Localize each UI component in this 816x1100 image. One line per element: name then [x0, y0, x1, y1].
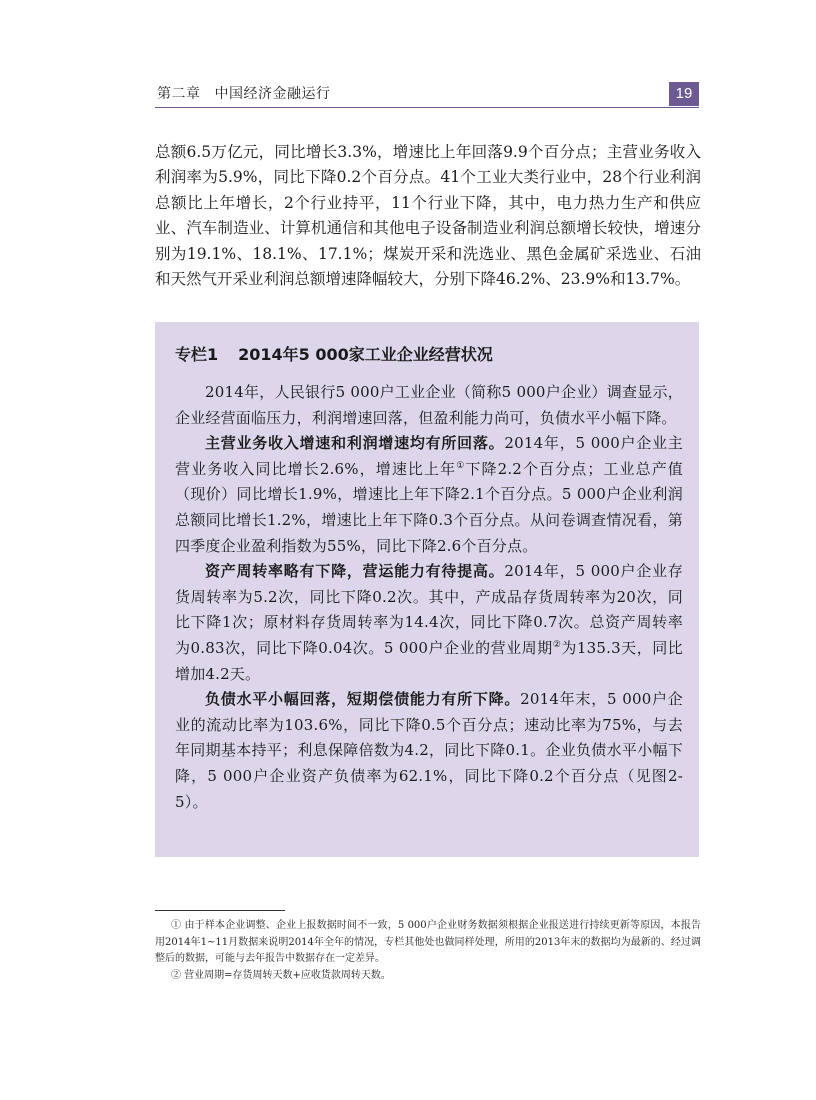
box-label: 专栏1	[175, 345, 219, 364]
body-paragraph: 总额6.5万亿元，同比增长3.3%，增速比上年回落9.9个百分点；主营业务收入利润率为5.9%，同比下降0.2个百分点。41个工业大类行业中，28个行业利润总额比上年增长，2个行业持平，11个行业下降，其中，电力热力生产和供应业、汽车制造业、计算机通信和其他电子设备制造业利润总额增长较快，增速分别为19.1%、18.1%、17.1%；煤炭开采和洗选业、黑色金属矿采选业、石油和天然气开采业利润总额增速降幅较大，分别下降46.2%、23.9%和13.7%。	[155, 143, 701, 289]
section-text: 2014年，5 000户企业主营业务收入同比增长2.6%，增速比上年	[175, 434, 683, 478]
footnote-1: ① 由于样本企业调整、企业上报数据时间不一致，5 000户企业财务数据须根据企业报送进行持续更新等原因，本报告用2014年1~11月数据来说明2014年全年的情况，专栏其他处也做同样处理，所用的2013年末的数据均为最新的、经过调整后的数据，可能与去年报告中数据存在一定差异。	[155, 920, 701, 964]
box-body	[175, 380, 683, 815]
footnote-ref[interactable]: ②	[552, 639, 562, 650]
section-lead: 资产周转率略有下降，营运能力有待提高。	[205, 562, 505, 581]
section-text-cont: 下降2.2个百分点；工业总产值（现价）同比增长1.9%，增速比上年下降2.1个百分点。5 000户企业利润总额同比增长1.2%，增速比上年下降0.3个百分点。从问卷调查情况看，第四季度企业盈利指数为55%，同比下降2.6个百分点。	[175, 459, 683, 555]
footnotes	[155, 918, 701, 984]
section-lead: 负债水平小幅回落，短期偿债能力有所下降。	[205, 690, 521, 709]
box-intro: 2014年，人民银行5 000户工业企业（简称5 000户企业）调查显示，企业经营面临压力，利润增速回落，但盈利能力尚可，负债水平小幅下降。	[175, 383, 683, 427]
box-section	[175, 559, 683, 687]
section-text: 2014年，5 000户企业存货周转率为5.2次，同比下降0.2次。其中，产成品存货周转率为20次，同比下降1次；原材料存货周转率为14.4次，同比下降0.7次。总资产周转率为0.83次，同比下降0.04次。5 000户企业的营业周期	[175, 562, 683, 657]
box-heading: 2014年5 000家工业企业经营状况	[238, 345, 493, 364]
footnote-divider	[155, 910, 285, 911]
box-section	[175, 687, 683, 815]
section-lead: 主营业务收入增速和利润增速均有所回落。	[205, 434, 505, 453]
footnote-2: ② 营业周期=存货周转天数+应收货款周转天数。	[171, 969, 391, 981]
chapter-title: 中国经济金融运行	[214, 86, 331, 102]
page-number: 19	[669, 82, 699, 106]
sidebar-box	[155, 322, 699, 857]
box-title	[175, 342, 493, 365]
section-text: 2014年末，5 000户企业的流动比率为103.6%，同比下降0.5个百分点；速动比率为75%，与去年同期基本持平；利息保障倍数为4.2，同比下降0.1。企业负债水平小幅下降，5 000户企业资产负债率为62.1%，同比下降0.2个百分点（见图2-5）。	[175, 690, 683, 811]
running-header	[155, 82, 699, 106]
footnote-ref[interactable]: ①	[456, 460, 466, 471]
box-section	[175, 431, 683, 559]
header-divider	[155, 107, 699, 108]
chapter-heading	[157, 83, 331, 103]
chapter-number: 第二章	[157, 86, 201, 102]
section-text-cont: 为135.3天，同比增加4.2天。	[175, 638, 683, 683]
